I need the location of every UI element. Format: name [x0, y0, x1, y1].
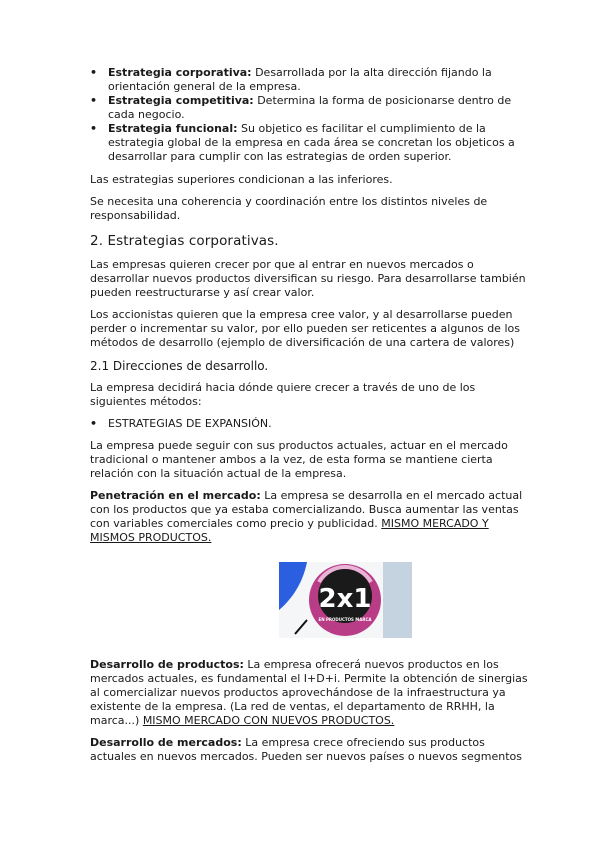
text: La empresa se desarrolla en el mercado actual con los productos que ya estaba comercializando. Busca aumentar las ventas con variables comerciales como precio y publicidad. — [90, 489, 523, 530]
text: La empresa ofrecerá nuevos productos en los mercados actuales, es fundamental el I+D+i. Permite la obtención de sinergias al comercializar nuevos productos aprovechándose de la infraestructura ya existente de la empresa. (La red de ventas, el departamento de RRHH, la marca...) — [90, 658, 528, 727]
list-item-text: Desarrollada por la alta dirección fijando la orientación general de la empresa. — [108, 66, 492, 93]
badge-text: 2x1 — [318, 584, 372, 614]
strategy-levels-list — [90, 66, 530, 164]
term: Desarrollo de productos: — [90, 658, 244, 671]
paragraph: Las estrategias superiores condicionan a las inferiores. — [90, 173, 393, 186]
paragraph-desarrollo-mercados — [90, 736, 530, 764]
paragraph-desarrollo-productos — [90, 658, 530, 728]
term: Desarrollo de mercados: — [90, 736, 242, 749]
text: La empresa crece ofreciendo sus productos actuales en nuevos mercados. Pueden ser nuevos países o nuevos segmentos — [90, 736, 522, 763]
term: Penetración en el mercado: — [90, 489, 261, 502]
promo-image — [279, 562, 412, 638]
list-item — [90, 417, 530, 431]
underlined-conclusion: MISMO MERCADO CON NUEVOS PRODUCTOS. — [142, 714, 395, 727]
list-item — [90, 122, 530, 164]
promo-2x1-badge-graphic — [279, 562, 412, 638]
paragraph: Las empresas quieren crecer por que al entrar en nuevos mercados o desarrollar nuevos productos diversifican su riesgo. Para desarrollarse también pueden reestructurarse y así crear valor. — [90, 258, 526, 299]
list-item — [90, 94, 530, 122]
blue-shape — [279, 562, 307, 610]
paragraph: Se necesita una coherencia y coordinación entre los distintos niveles de responsabilidad. — [90, 195, 488, 222]
list-item-text: Determina la forma de posicionarse dentro de cada negocio. — [108, 94, 512, 121]
list-item-term: Estrategia corporativa: — [108, 66, 252, 79]
paragraph: Los accionistas quieren que la empresa cree valor, y al desarrollarse pueden perder o incrementar su valor, por ello pueden ser reticentes a algunos de los métodos de desarrollo (ejemplo de diversificación de una cartera de valores) — [90, 308, 520, 349]
paragraph-penetracion — [90, 489, 530, 545]
expansion-list — [90, 417, 530, 431]
subsection-heading: 2.1 Direcciones de desarrollo. — [90, 359, 269, 373]
blue-panel — [383, 562, 412, 638]
section-heading: 2. Estrategias corporativas. — [90, 233, 279, 249]
underlined-conclusion: MISMO MERCADO Y MISMOS PRODUCTOS. — [90, 517, 489, 544]
pen-line — [295, 620, 307, 634]
paragraph: La empresa decidirá hacia dónde quiere crecer a través de uno de los siguientes métodos: — [90, 381, 476, 408]
document-body — [90, 66, 530, 764]
list-item-term: Estrategia competitiva: — [108, 94, 254, 107]
list-item — [90, 66, 530, 94]
list-item-text: ESTRATEGIAS DE EXPANSIÓN. — [108, 417, 272, 430]
paragraph: La empresa puede seguir con sus productos actuales, actuar en el mercado tradicional o mantener ambos a la vez, de esta forma se mantiene cierta relación con la situación actual de la empresa. — [90, 439, 508, 480]
list-item-text: Su objetico es facilitar el cumplimiento de la estrategia global de la empresa en cada área se concretan los objeticos a desarrollar para cumplir con las estrategias de orden superior. — [108, 122, 515, 163]
list-item-term: Estrategia funcional: — [108, 122, 238, 135]
badge-subtext: EN PRODUCTOS MARCA — [318, 617, 372, 622]
